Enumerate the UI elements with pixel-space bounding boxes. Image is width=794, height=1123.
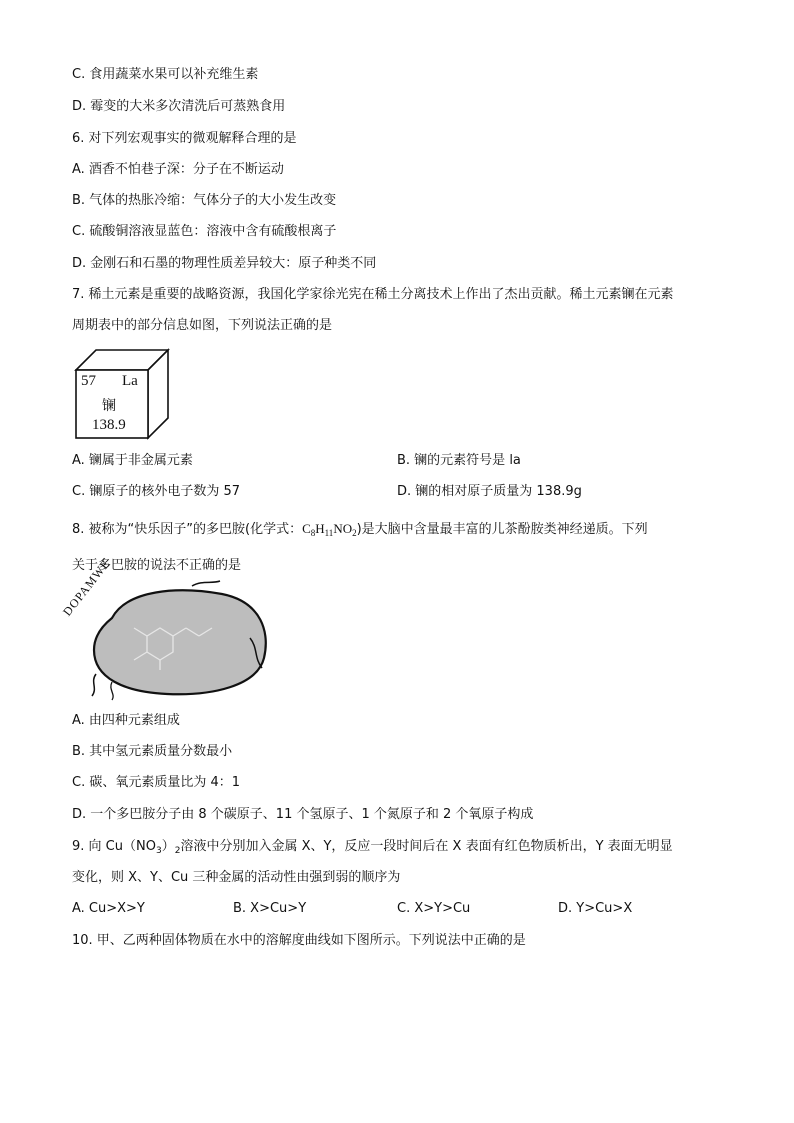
q5-option-d: D. 霉变的大米多次清洗后可蒸熟食用 xyxy=(72,99,286,114)
q8-option-a: A. 由四种元素组成 xyxy=(72,713,180,728)
q9-sub-2: 2 xyxy=(174,846,181,856)
formula-h: H xyxy=(315,521,325,536)
dopamine-figure-label: DOPAMWE xyxy=(60,556,113,619)
formula-c: C xyxy=(302,521,311,536)
q9-option-c: C. X>Y>Cu xyxy=(397,901,471,916)
q7-option-c: C. 镧原子的核外电子数为 57 xyxy=(72,484,241,499)
q8-stem-post: )是大脑中含量最丰富的儿茶酚胺类神经递质。下列 xyxy=(356,522,648,537)
q6-option-c: C. 硫酸铜溶液显蓝色：溶液中含有硫酸根离子 xyxy=(72,224,337,239)
q8-option-c: C. 碳、氧元素质量比为 4：1 xyxy=(72,775,241,790)
q8-stem-line1 xyxy=(72,520,648,539)
q6-option-b: B. 气体的热胀冷缩：气体分子的大小发生改变 xyxy=(72,193,337,208)
q8-stem-pre: 8. 被称为“快乐因子”的多巴胺(化学式： xyxy=(72,522,303,537)
q7-option-a: A. 镧属于非金属元素 xyxy=(72,453,193,468)
q9-stem-line1 xyxy=(72,838,673,856)
q7-stem-line1: 7. 稀土元素是重要的战略资源，我国化学家徐光宪在稀土分离技术上作出了杰出贡献。稀土元素镧在元素 xyxy=(72,287,674,302)
formula-c-count: 8 xyxy=(310,528,316,538)
q9-sub-3: 3 xyxy=(155,846,162,856)
q8-option-d: D. 一个多巴胺分子由 8 个碳原子、11 个氢原子、1 个氮原子和 2 个氧原子构成 xyxy=(72,807,534,822)
element-atomic-mass: 138.9 xyxy=(92,417,126,433)
element-symbol: La xyxy=(122,373,138,389)
q7-option-d: D. 镧的相对原子质量为 138.9g xyxy=(397,484,582,499)
q9-stem-line2: 变化，则 X、Y、Cu 三种金属的活动性由强到弱的顺序为 xyxy=(72,870,401,885)
q7-option-b: B. 镧的元素符号是 la xyxy=(397,453,521,468)
q6-option-d: D. 金刚石和石墨的物理性质差异较大：原子种类不同 xyxy=(72,256,377,271)
q7-stem-line2: 周期表中的部分信息如图，下列说法正确的是 xyxy=(72,318,333,333)
q9-option-a: A. Cu>X>Y xyxy=(72,901,145,916)
element-card-figure xyxy=(72,346,172,440)
q9-stem-pre: 9. 向 Cu（NO xyxy=(72,839,156,854)
q9-stem-post: 溶液中分别加入金属 X、Y，反应一段时间后在 X 表面有红色物质析出，Y 表面无明显 xyxy=(180,839,673,854)
q6-option-a: A. 酒香不怕巷子深：分子在不断运动 xyxy=(72,162,284,177)
dopamine-figure xyxy=(72,578,272,703)
formula-o-count: 2 xyxy=(352,528,357,538)
q8-option-b: B. 其中氢元素质量分数最小 xyxy=(72,744,233,759)
element-atomic-number: 57 xyxy=(81,373,96,389)
q9-paren: ） xyxy=(161,839,175,854)
dopamine-formula xyxy=(302,521,357,536)
q8-stem-line2: 关于多巴胺的说法不正确的是 xyxy=(72,558,242,573)
q9-option-b: B. X>Cu>Y xyxy=(233,901,307,916)
dopamine-molecule-illustration xyxy=(72,578,272,703)
q6-stem: 6. 对下列宏观事实的微观解释合理的是 xyxy=(72,131,297,146)
q5-option-c: C. 食用蔬菜水果可以补充维生素 xyxy=(72,67,259,82)
formula-h-count: 11 xyxy=(324,528,334,538)
q10-stem: 10. 甲、乙两种固体物质在水中的溶解度曲线如下图所示。下列说法中正确的是 xyxy=(72,933,526,948)
element-name: 镧 xyxy=(102,398,116,414)
formula-no: NO xyxy=(333,521,353,536)
q9-option-d: D. Y>Cu>X xyxy=(558,901,633,916)
